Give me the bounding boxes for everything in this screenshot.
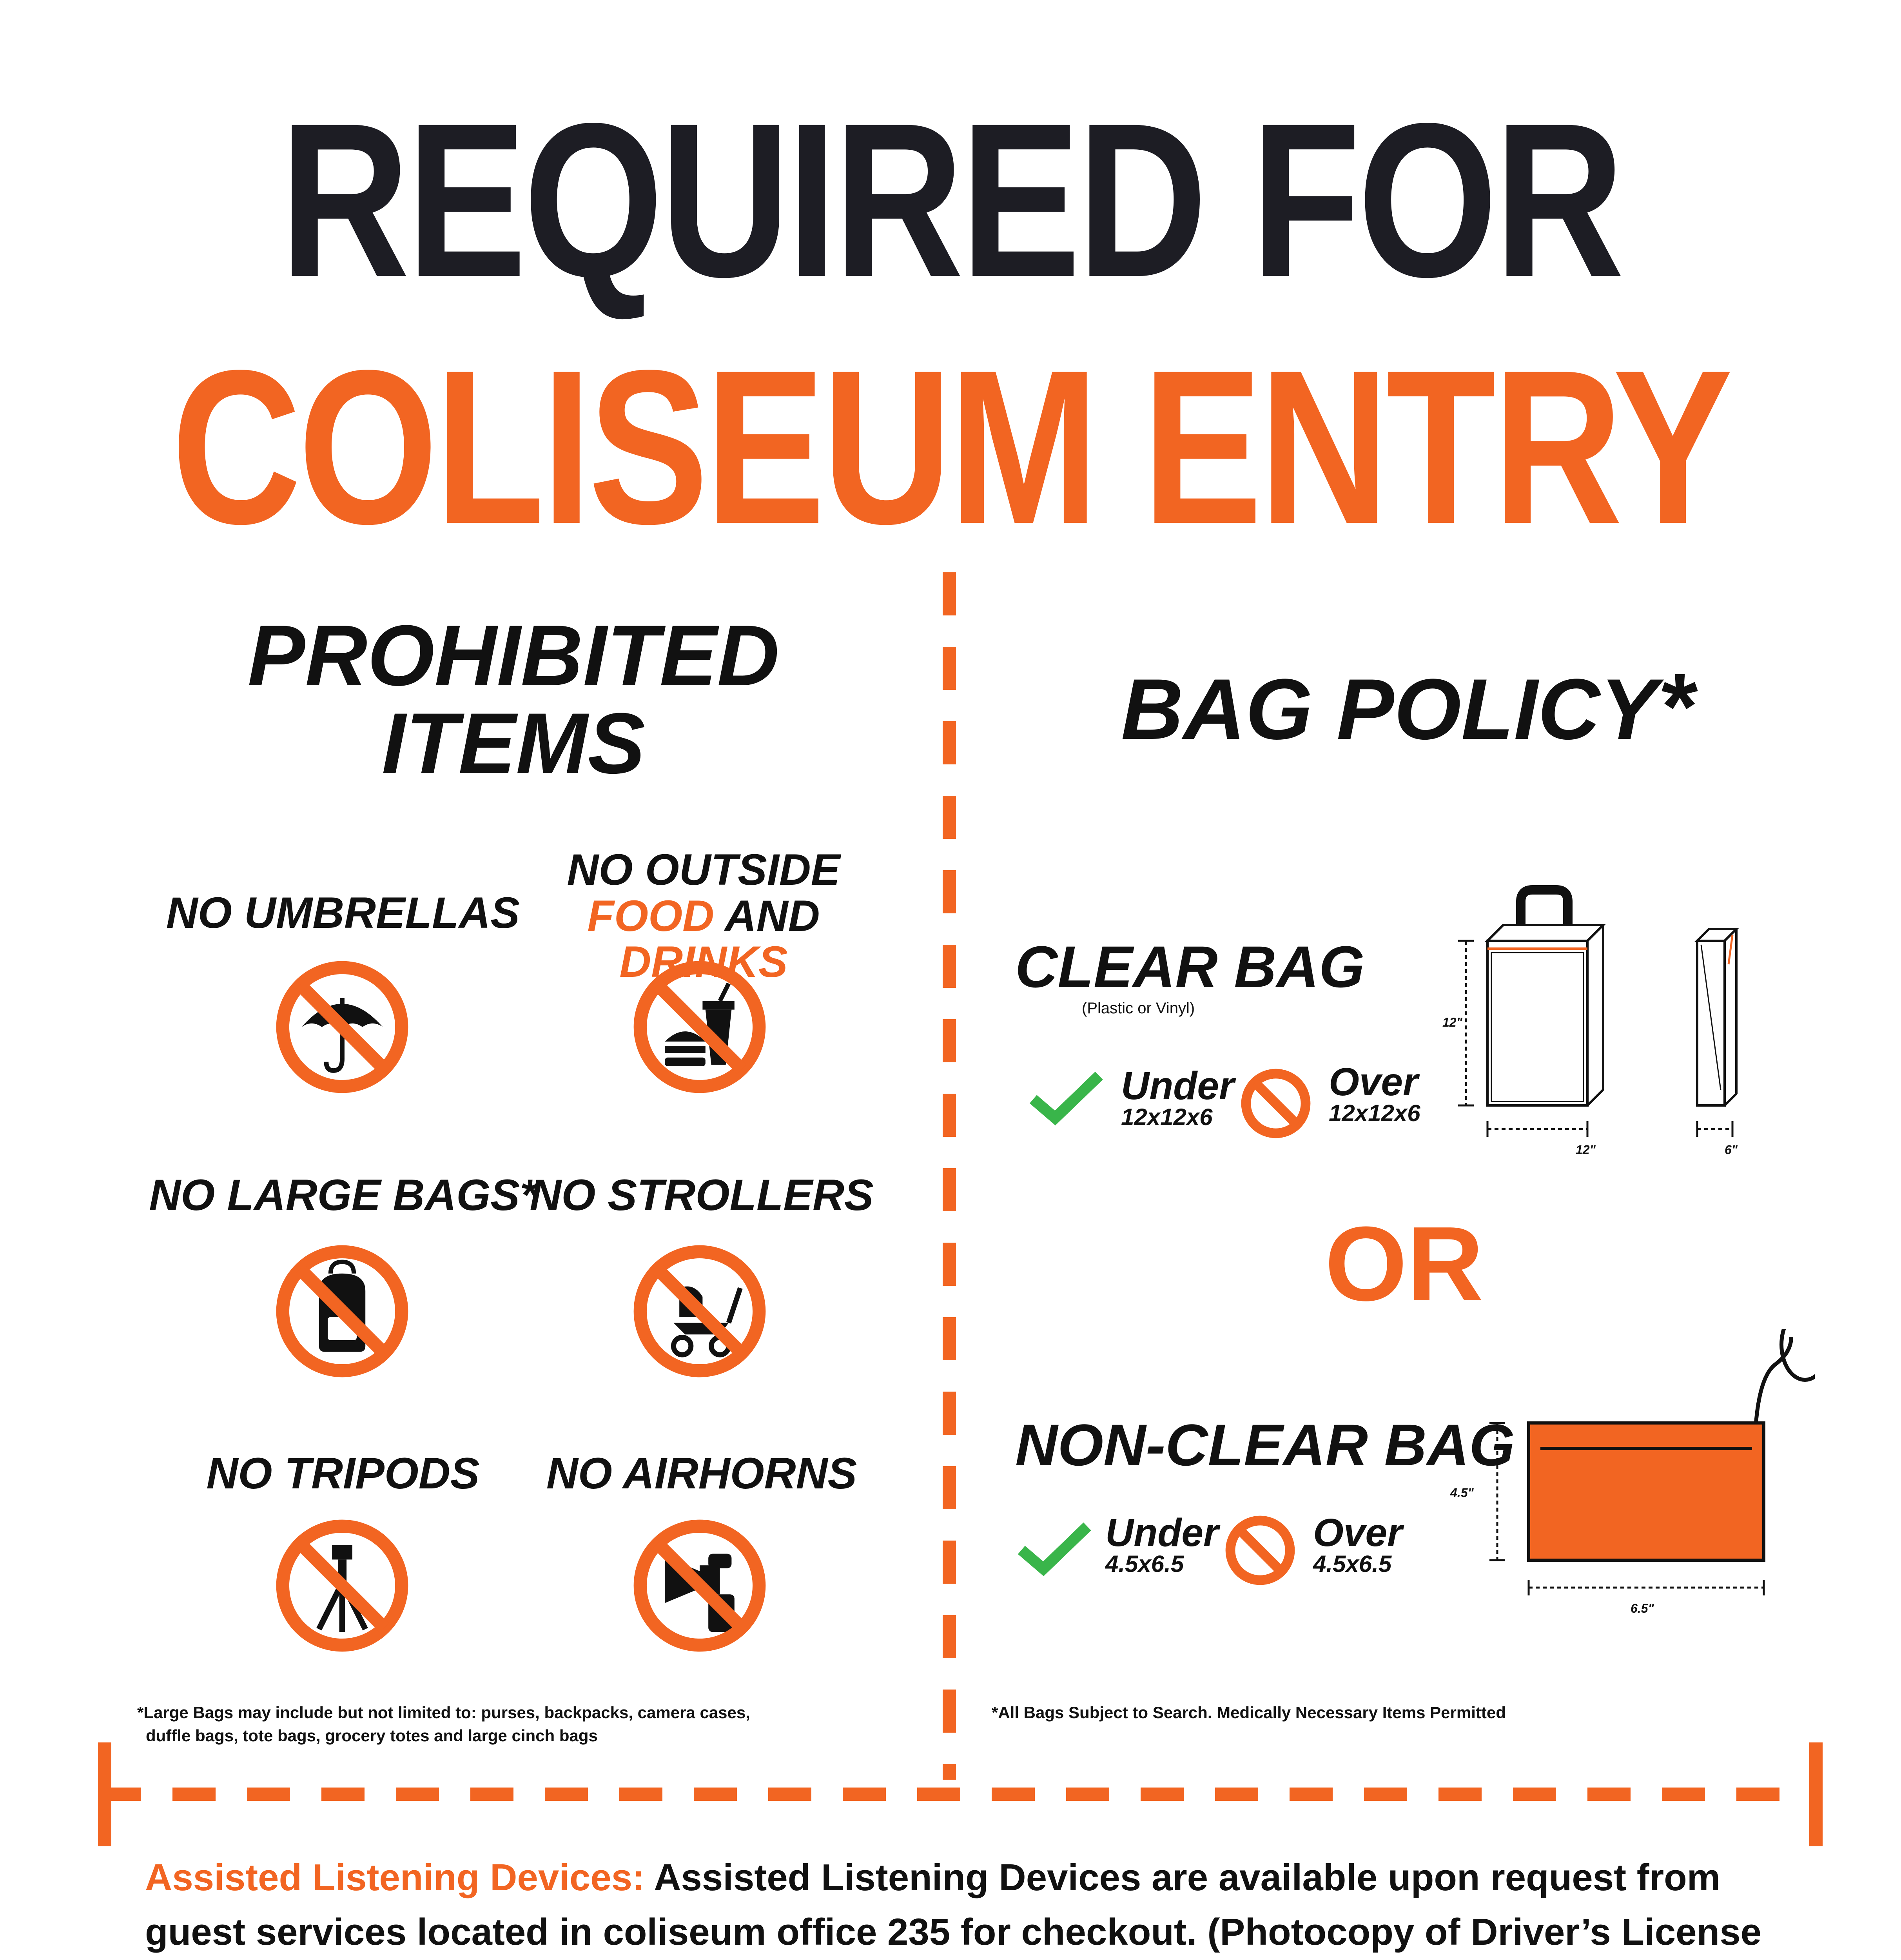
food-drink-icon: [627, 955, 772, 1100]
divider-endcap-left: [98, 1742, 111, 1846]
clear-over: Over 12x12x6: [1329, 1060, 1420, 1126]
item-label-large-bags: NO LARGE BAGS*: [149, 1171, 537, 1220]
tripod-icon: [270, 1513, 415, 1658]
clear-bag-width: 12": [1576, 1143, 1596, 1157]
clear-bag-subtitle: (Plastic or Vinyl): [1082, 1000, 1195, 1017]
clear-bag-diagram: [1427, 870, 1779, 1168]
nonclear-over: Over 4.5x6.5: [1313, 1511, 1402, 1577]
no-icon: [1239, 1066, 1313, 1141]
divider-endcap-right: [1809, 1742, 1823, 1846]
prohibited-footnote: *Large Bags may include but not limited to: purses, backpacks, camera cases, duffle bags, tote bags, grocery totes and large cinch bags: [137, 1703, 750, 1745]
page-title-line2: COLISEUM ENTRY: [171, 324, 1730, 570]
nonclear-under: Under 4.5x6.5: [1105, 1511, 1219, 1577]
prohibited-title: PROHIBITED ITEMS: [247, 607, 780, 792]
clear-bag-depth: 6": [1725, 1143, 1738, 1157]
item-label-umbrellas: NO UMBRELLAS: [166, 888, 520, 937]
no-icon: [1223, 1513, 1297, 1588]
check-icon: [1015, 1517, 1094, 1580]
airhorn-icon: [627, 1513, 772, 1658]
stroller-icon: [627, 1239, 772, 1384]
bag-policy-title: BAG POLICY*: [1121, 654, 1694, 759]
nonclear-bag-title: NON-CLEAR BAG: [1015, 1412, 1515, 1478]
vertical-divider: [943, 572, 956, 1780]
item-label-strollers: NO STROLLERS: [530, 1171, 874, 1220]
bag-policy-footnote: *All Bags Subject to Search. Medically Necessary Items Permitted: [992, 1703, 1506, 1722]
horizontal-divider: [98, 1788, 1823, 1801]
nonclear-bag-height: 4.5": [1450, 1486, 1474, 1500]
backpack-icon: [270, 1239, 415, 1384]
info-assisted-listening: Assisted Listening Devices: Assisted Listening Devices are available upon request from guest services located in coliseum office 235 for checkout. (Photocopy of Driver’s License: [145, 1857, 1761, 1953]
or-separator: OR: [1325, 1205, 1484, 1323]
nonclear-bag-diagram: [1450, 1329, 1815, 1639]
clear-bag-title: CLEAR BAG: [1015, 934, 1365, 1000]
page-title-line1: REQUIRED FOR: [279, 77, 1622, 323]
clear-under: Under 12x12x6: [1121, 1064, 1234, 1130]
item-label-food-drinks: NO OUTSIDE FOOD AND DRINKS: [567, 845, 840, 987]
item-label-tripods: NO TRIPODS: [206, 1449, 480, 1498]
umbrella-icon: [270, 955, 415, 1100]
item-label-airhorns: NO AIRHORNS: [546, 1449, 857, 1498]
check-icon: [1027, 1066, 1105, 1129]
nonclear-bag-width: 6.5": [1631, 1601, 1654, 1615]
clear-bag-height: 12": [1442, 1015, 1462, 1029]
